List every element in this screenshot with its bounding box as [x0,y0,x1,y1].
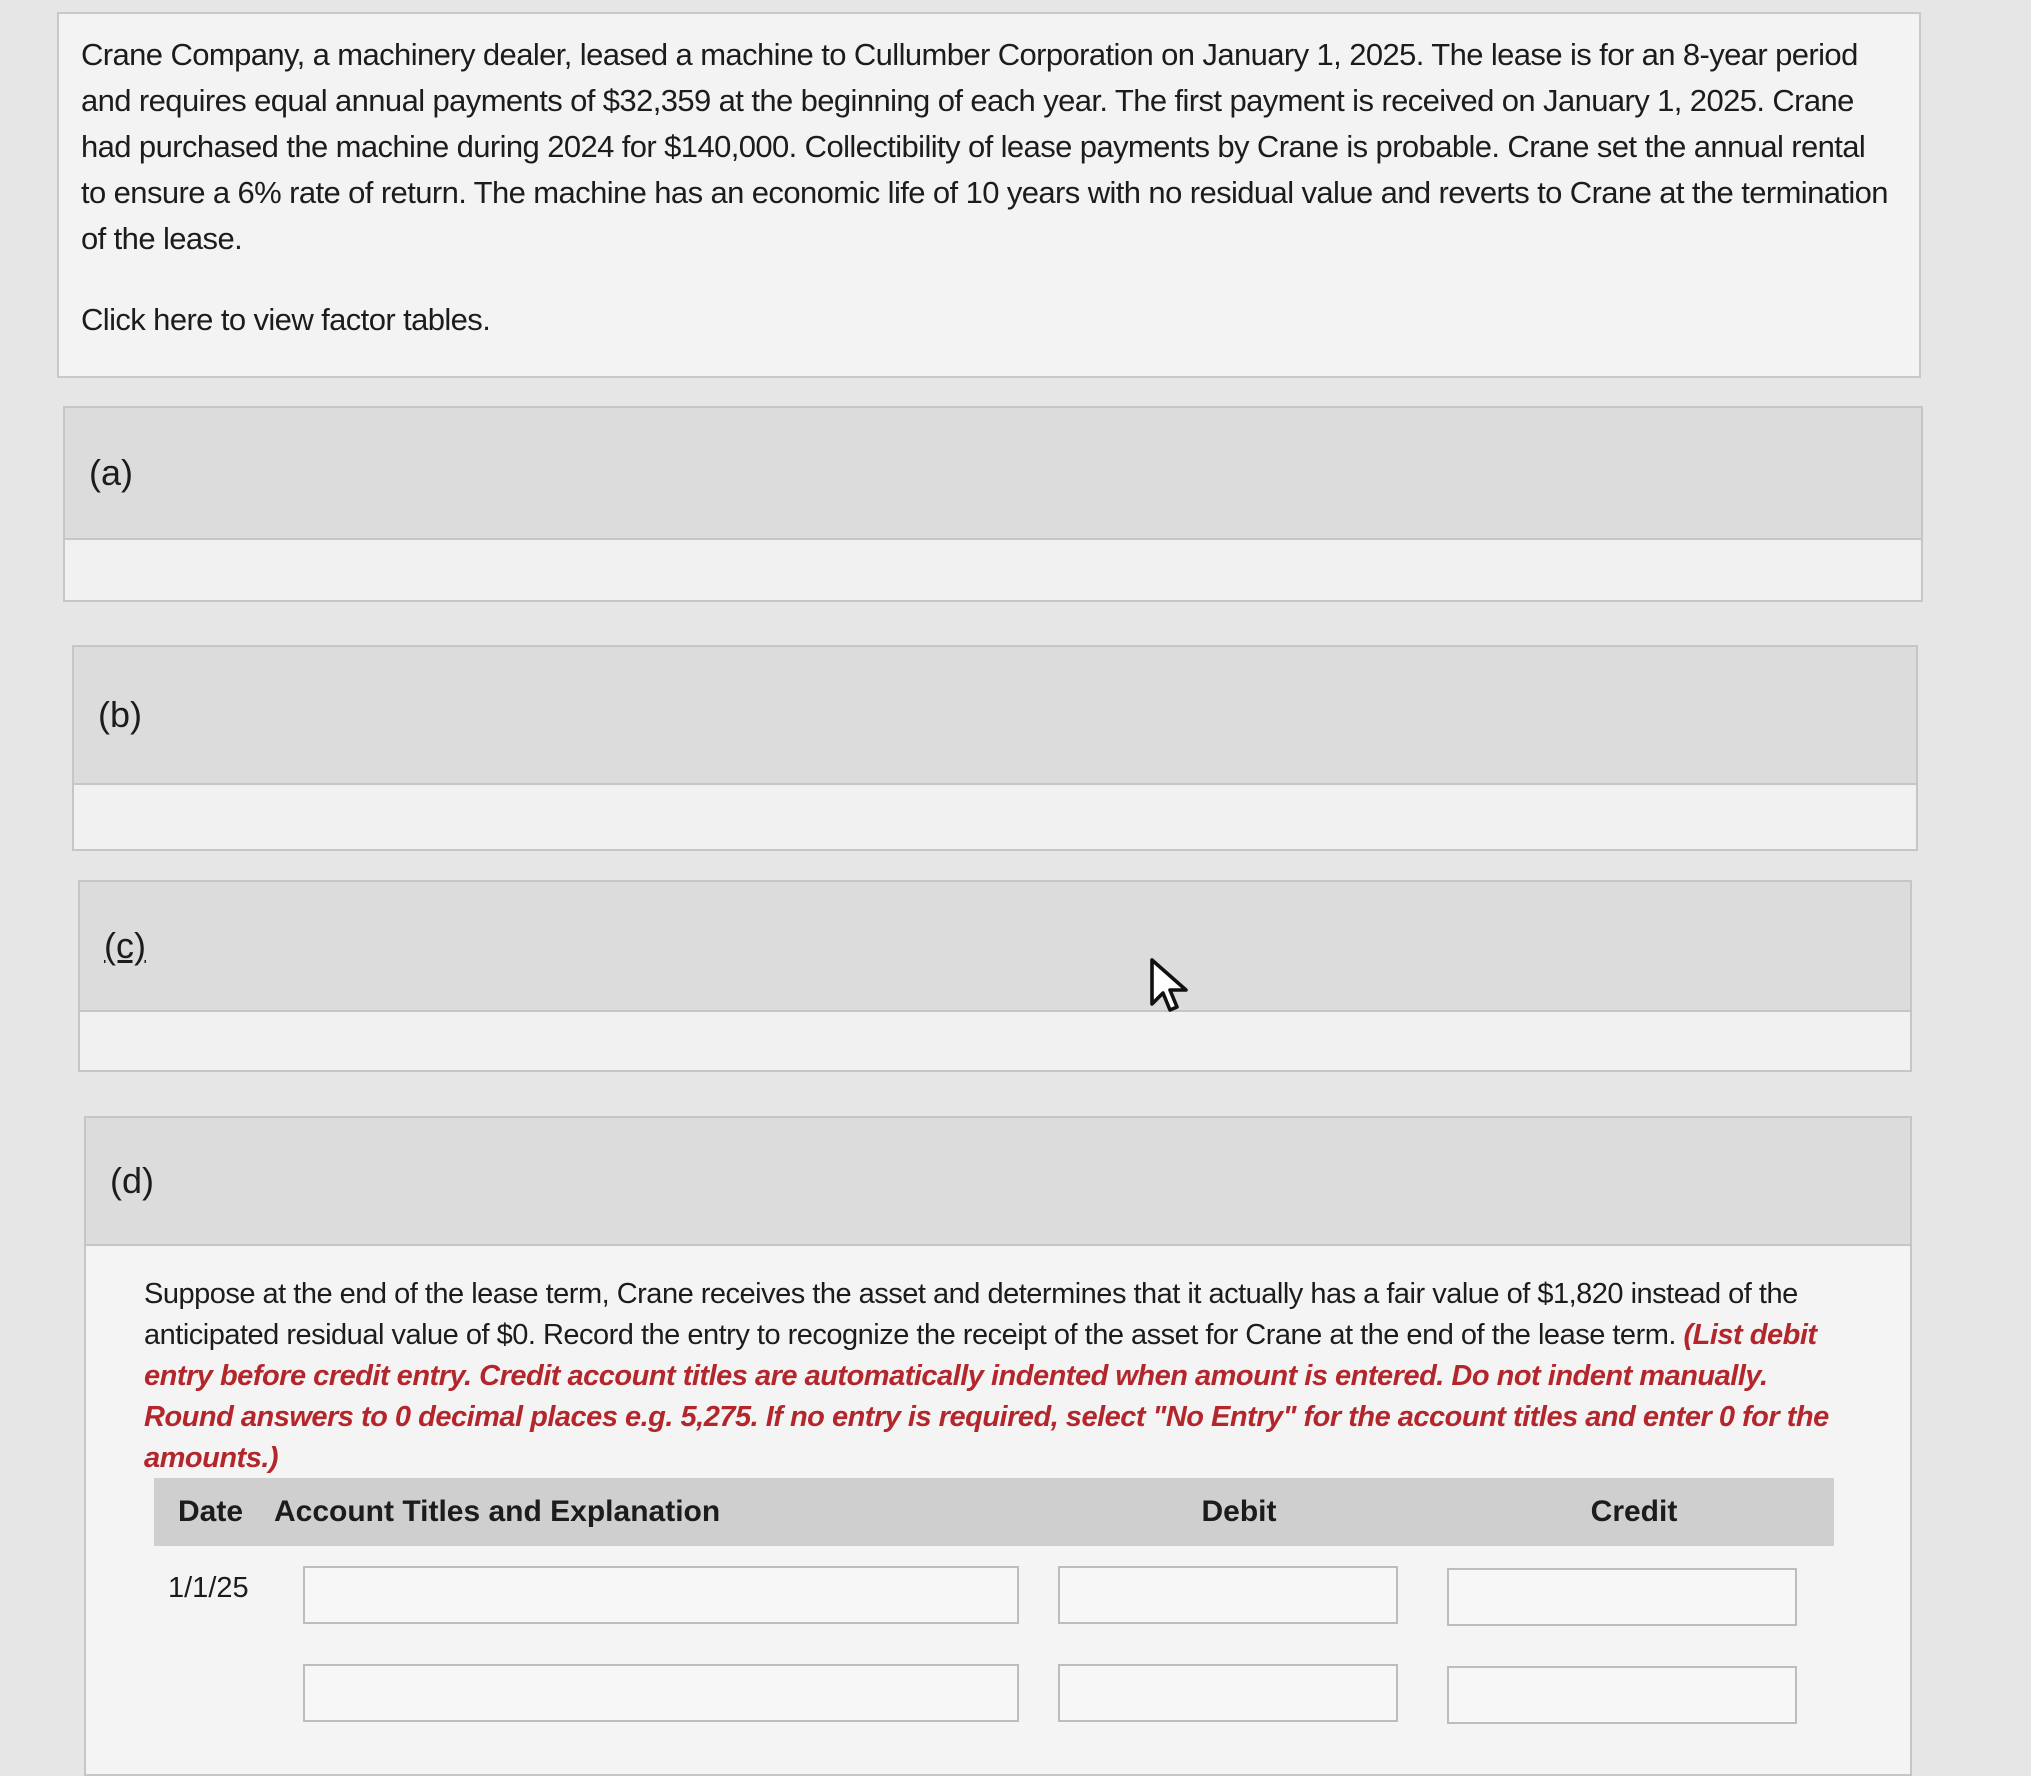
part-d-body [86,1246,1910,1479]
journal-header-row [154,1478,1834,1546]
problem-statement [57,12,1921,378]
row-1-account-input[interactable] [303,1566,1019,1624]
part-a-header[interactable] [65,408,1921,540]
part-d-header[interactable] [86,1118,1910,1246]
part-d-label: (d) [110,1160,154,1201]
row-1-credit-input[interactable] [1447,1568,1797,1626]
part-d-instructions: (List debit entry before credit entry. Credit account titles are automatically indented when amount is entered. Do not indent manually. Round answers to 0 decimal places e.g. 5,275. If no entry is required, select "No Entry" for the account titles and enter 0 for the amounts.) [144,1319,1829,1474]
journal-entry-table [154,1478,1834,1742]
header-debit: Debit [1201,1495,1277,1528]
part-a-panel [63,406,1923,602]
part-c-label: (c) [104,925,146,966]
part-d-question: Suppose at the end of the lease term, Crane receives the asset and determines that it actually has a fair value of $1,820 instead of the anticipated residual value of $0. Record the entry to recognize the receipt of the asset for Crane at the end of the lease term. [144,1278,1798,1351]
part-a-label: (a) [89,452,133,493]
part-c-panel [78,880,1912,1072]
journal-row-2 [154,1644,1834,1742]
part-c-header[interactable] [80,882,1910,1012]
header-account-titles: Account Titles and Explanation [274,1495,721,1528]
header-date: Date [178,1495,244,1528]
part-d-panel [84,1116,1912,1776]
row-1-date: 1/1/25 [168,1572,249,1604]
part-b-header[interactable] [74,647,1916,785]
factor-tables-link[interactable]: Click here to view factor tables. [81,302,491,337]
row-1-debit-input[interactable] [1058,1566,1398,1624]
header-credit: Credit [1590,1495,1678,1528]
part-b-label: (b) [98,694,142,735]
row-2-account-input[interactable] [303,1664,1019,1722]
part-d-question-block [144,1274,1864,1479]
part-b-panel [72,645,1918,851]
problem-text: Crane Company, a machinery dealer, leased a machine to Cullumber Corporation on January 1, 2025. The lease is for an 8-year period and requires equal annual payments of $32,359 at the beginning of each year. The first payment is received on January 1, 2025. Crane had purchased the machine during 2024 for $140,000. Collectibility of lease payments by Crane is probable. Crane set the annual rental to ensure a 6% rate of return. The machine has an economic life of 10 years with no residual value and reverts to Crane at the termination of the lease. [81,37,1888,256]
journal-row-1 [154,1546,1834,1644]
row-2-credit-input[interactable] [1447,1666,1797,1724]
mouse-pointer-icon [1148,956,1192,1016]
row-2-debit-input[interactable] [1058,1664,1398,1722]
